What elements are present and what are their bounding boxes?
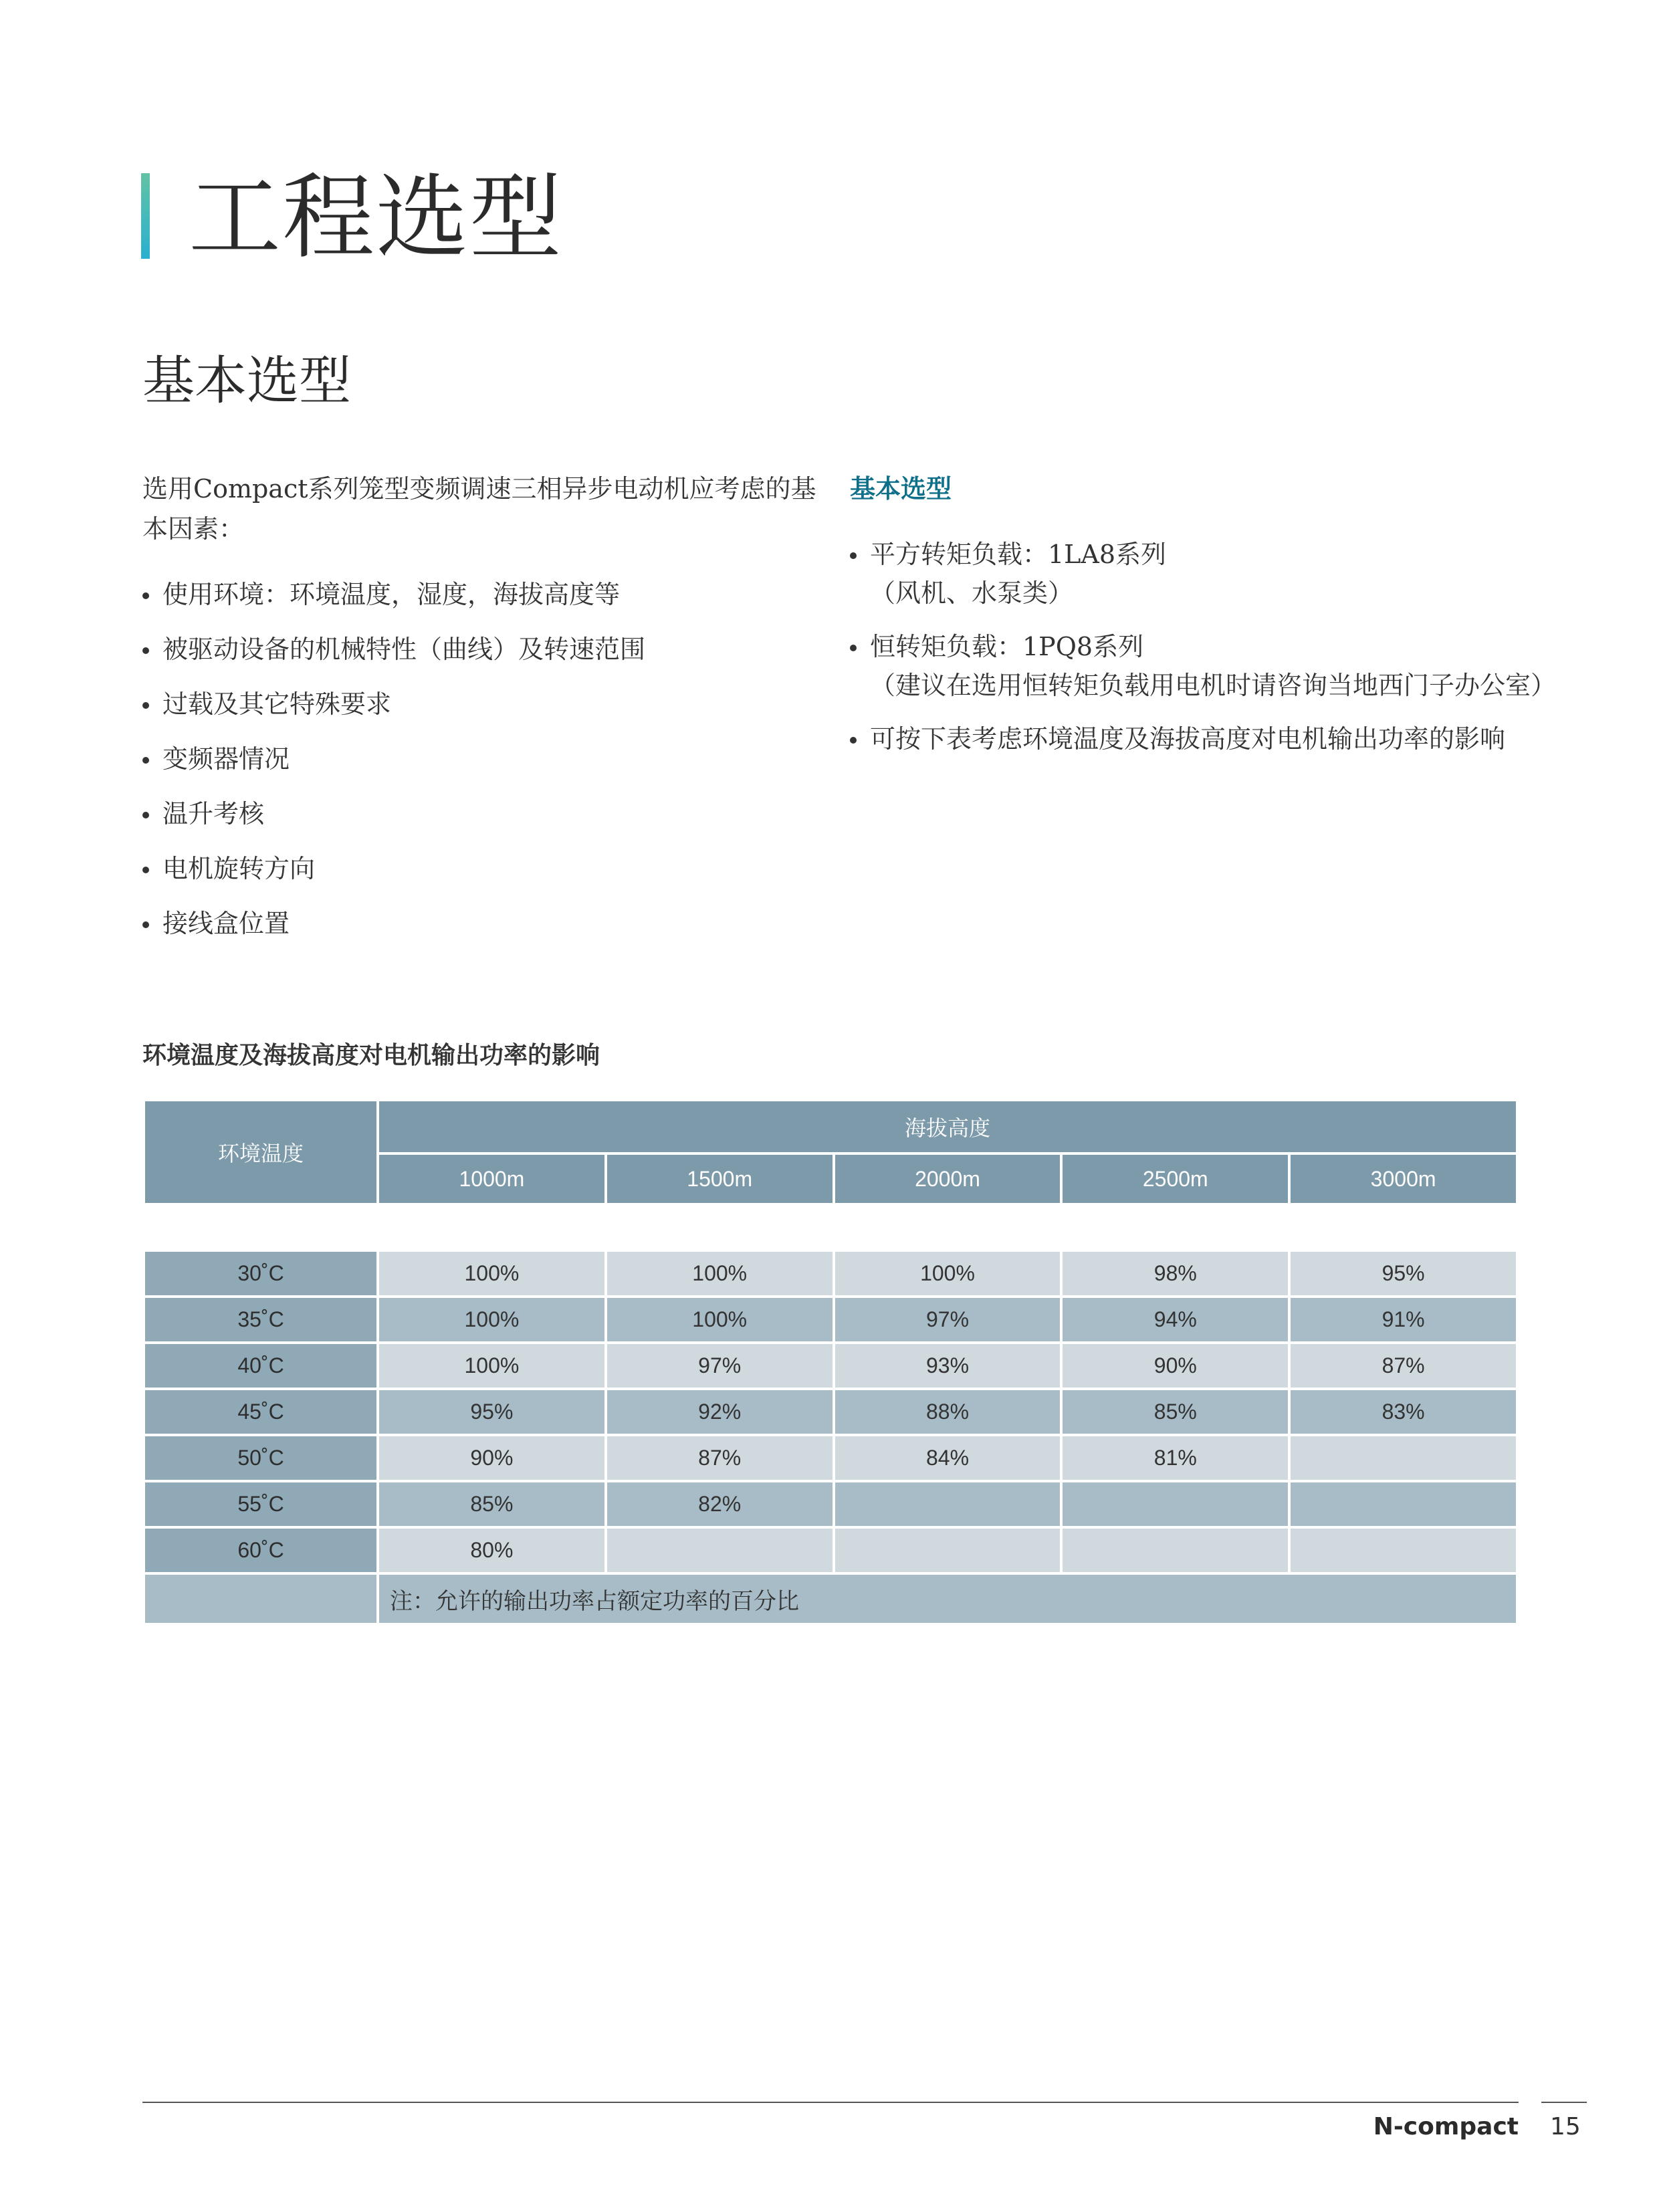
bullet-icon: [142, 921, 149, 928]
list-item: [142, 849, 645, 888]
list-item: [850, 535, 1559, 613]
table-cell: 92%: [606, 1389, 834, 1435]
list-item: [142, 575, 645, 614]
power-derating-table: [142, 1099, 1519, 1626]
table-cell: 95%: [1289, 1250, 1517, 1297]
table-cell: [1061, 1481, 1289, 1527]
bullet-icon: [142, 867, 149, 873]
table-row: [144, 1250, 1517, 1297]
table-cell: [1289, 1481, 1517, 1527]
table-cell: 90%: [1061, 1343, 1289, 1389]
title-accent-bar: [141, 173, 150, 259]
table-cell: [1061, 1527, 1289, 1573]
table-cell: [1289, 1527, 1517, 1573]
list-item: [142, 685, 645, 724]
table-cell: 81%: [1061, 1435, 1289, 1481]
bullet-icon: [850, 552, 857, 559]
table-row: [144, 1527, 1517, 1573]
list-item-subtext: （建议在选用恒转矩负载用电机时请咨询当地西门子办公室）: [870, 671, 1557, 700]
table-cell: 100%: [606, 1297, 834, 1343]
table-spacer: [144, 1204, 1517, 1250]
table-cell: 85%: [378, 1481, 606, 1527]
row-header: 30˚C: [144, 1250, 378, 1297]
section-title: 基本选型: [142, 351, 352, 411]
table-cell: 91%: [1289, 1297, 1517, 1343]
bullet-icon: [142, 702, 149, 709]
table-row: [144, 1435, 1517, 1481]
bullet-icon: [850, 737, 857, 744]
table-cell: 87%: [606, 1435, 834, 1481]
row-header: 35˚C: [144, 1297, 378, 1343]
list-item-text: 温升考核: [162, 799, 265, 828]
table-cell: 82%: [606, 1481, 834, 1527]
corner-header: 环境温度: [144, 1100, 378, 1204]
table-cell: 88%: [834, 1389, 1062, 1435]
footer-brand: N-compact: [1373, 2113, 1519, 2140]
column-header: 3000m: [1289, 1153, 1517, 1204]
table-cell: 87%: [1289, 1343, 1517, 1389]
row-header: 55˚C: [144, 1481, 378, 1527]
table-cell: 84%: [834, 1435, 1062, 1481]
table-cell: 85%: [1061, 1389, 1289, 1435]
bullet-icon: [142, 592, 149, 599]
bullet-icon: [142, 757, 149, 764]
column-header: 1500m: [606, 1153, 834, 1204]
table-cell: 97%: [606, 1343, 834, 1389]
table-cell: 100%: [378, 1343, 606, 1389]
list-item-subtext: （风机、水泵类）: [870, 578, 1074, 608]
table-note-row: [144, 1573, 1517, 1624]
group-header: 海拔高度: [378, 1100, 1517, 1153]
table-note: 注：允许的输出功率占额定功率的百分比: [378, 1573, 1517, 1624]
table-row: [144, 1481, 1517, 1527]
table-cell: 83%: [1289, 1389, 1517, 1435]
list-item-text: 可按下表考虑环境温度及海拔高度对电机输出功率的影响: [870, 724, 1506, 754]
right-heading: 基本选型: [850, 474, 952, 504]
footer-divider: [142, 2102, 1519, 2103]
row-header: 40˚C: [144, 1343, 378, 1389]
list-item-text: 恒转矩负载：1PQ8系列: [870, 632, 1144, 661]
table-row: [144, 1343, 1517, 1389]
table-cell: 94%: [1061, 1297, 1289, 1343]
footer-divider-page: [1541, 2102, 1587, 2103]
page-title: 工程选型: [189, 164, 564, 271]
list-item: [850, 720, 1559, 758]
list-item-text: 过载及其它特殊要求: [162, 689, 392, 719]
list-item-text: 电机旋转方向: [162, 854, 316, 883]
list-item: [142, 794, 645, 833]
bullet-icon: [850, 645, 857, 651]
note-empty-cell: [144, 1573, 378, 1624]
table-cell: 100%: [834, 1250, 1062, 1297]
bullet-icon: [142, 647, 149, 654]
list-item: [142, 904, 645, 943]
list-item-text: 平方转矩负载：1LA8系列: [870, 540, 1167, 569]
table-cell: 97%: [834, 1297, 1062, 1343]
list-item: [142, 740, 645, 778]
list-item-text: 变频器情况: [162, 744, 290, 774]
bullet-icon: [142, 812, 149, 818]
table-cell: [1289, 1435, 1517, 1481]
table-cell: 100%: [378, 1297, 606, 1343]
table-cell: 93%: [834, 1343, 1062, 1389]
list-item: [850, 627, 1559, 705]
row-header: 60˚C: [144, 1527, 378, 1573]
table-row: [144, 1389, 1517, 1435]
table-row: [144, 1297, 1517, 1343]
row-header: 50˚C: [144, 1435, 378, 1481]
table-title: 环境温度及海拔高度对电机输出功率的影响: [142, 1042, 600, 1069]
page-number: 15: [1550, 2113, 1581, 2140]
table-cell: 100%: [378, 1250, 606, 1297]
table-cell: 90%: [378, 1435, 606, 1481]
table-cell: [834, 1527, 1062, 1573]
column-header: 2500m: [1061, 1153, 1289, 1204]
row-header: 45˚C: [144, 1389, 378, 1435]
table-cell: [606, 1527, 834, 1573]
table-cell: 80%: [378, 1527, 606, 1573]
factor-list: [142, 575, 645, 959]
table-cell: 95%: [378, 1389, 606, 1435]
list-item-text: 被驱动设备的机械特性（曲线）及转速范围: [162, 635, 646, 664]
list-item-text: 使用环境：环境温度，湿度，海拔高度等: [162, 580, 621, 609]
column-header: 2000m: [834, 1153, 1062, 1204]
selection-list: [850, 535, 1559, 773]
table-cell: 98%: [1061, 1250, 1289, 1297]
list-item: [142, 630, 645, 669]
intro-text: 选用Compact系列笼型变频调速三相异步电动机应考虑的基本因素：: [142, 474, 816, 544]
table-cell: [834, 1481, 1062, 1527]
table-cell: 100%: [606, 1250, 834, 1297]
column-header: 1000m: [378, 1153, 606, 1204]
list-item-text: 接线盒位置: [162, 909, 290, 938]
